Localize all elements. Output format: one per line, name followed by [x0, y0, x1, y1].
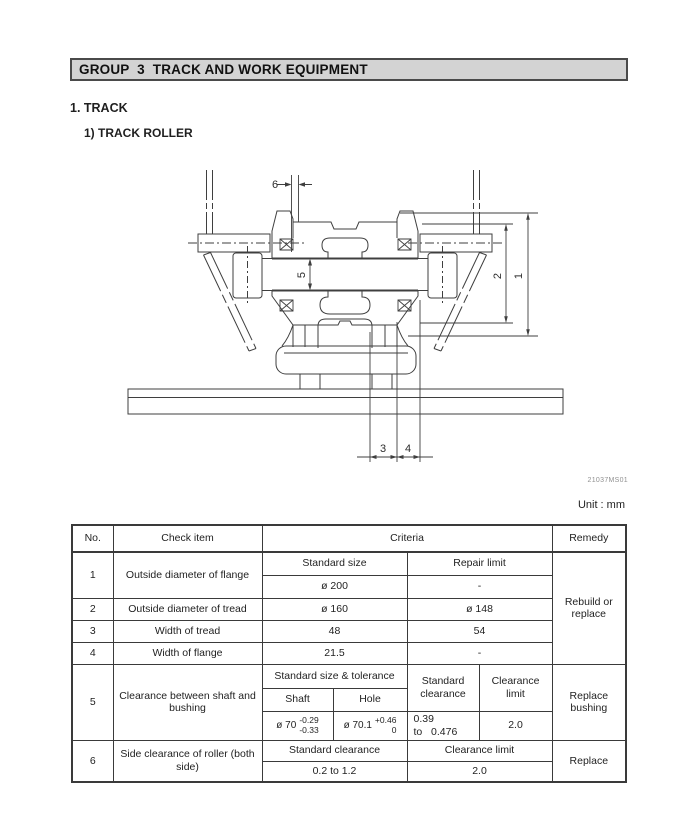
cell-row3-repair-value: 54	[407, 620, 552, 642]
cell-row5-remedy: Replace bushing	[552, 664, 626, 740]
cell-row5-clearancelimit-value: 2.0	[479, 711, 552, 740]
std-clearance-line2: to 0.476	[413, 725, 458, 738]
col-header-criteria: Criteria	[262, 525, 552, 552]
dimension-3-4	[357, 300, 433, 462]
table-row	[72, 740, 626, 761]
dimension-5	[308, 259, 312, 291]
track-roller-diagram	[70, 150, 640, 480]
callout-3: 3	[379, 443, 387, 455]
cell-row5-clearancelimit-header: Clearance limit	[479, 664, 552, 711]
cell-row4-item: Width of flange	[113, 642, 262, 664]
cell-row2-standard-value: ø 160	[262, 598, 407, 620]
cell-row6-limit-value: 2.0	[407, 761, 552, 782]
shaft-tol-upper: -0.29	[299, 715, 319, 726]
col-header-no: No.	[72, 525, 113, 552]
callout-2: 2	[492, 272, 504, 280]
cell-row4-repair-value: -	[407, 642, 552, 664]
group-header-bar	[70, 58, 628, 81]
cell-row3-item: Width of tread	[113, 620, 262, 642]
cell-remedy-rows1-4: Rebuild or replace	[552, 552, 626, 664]
hole-diameter: ø 70.1	[343, 719, 372, 731]
section-title: 1. TRACK	[70, 101, 128, 115]
callout-6: 6	[271, 179, 279, 191]
shaft-diameter: ø 70	[276, 719, 297, 731]
subsection-title: 1) TRACK ROLLER	[84, 126, 193, 140]
cell-row4-standard-value: 21.5	[262, 642, 407, 664]
cell-row1-standard-header: Standard size	[262, 552, 407, 575]
cell-row3-no: 3	[72, 620, 113, 642]
cell-row2-no: 2	[72, 598, 113, 620]
cell-row6-limit-header: Clearance limit	[407, 740, 552, 761]
hole-tol-lower: 0	[391, 724, 397, 735]
cell-row6-item: Side clearance of roller (both side)	[113, 740, 262, 782]
cell-row3-standard-value: 48	[262, 620, 407, 642]
track-link	[276, 319, 416, 389]
table-row	[72, 598, 626, 620]
track-shoe	[128, 389, 563, 414]
cell-row1-standard-value: ø 200	[262, 575, 407, 598]
unit-label: Unit : mm	[577, 499, 625, 511]
cell-row4-no: 4	[72, 642, 113, 664]
cell-row2-item: Outside diameter of tread	[113, 598, 262, 620]
shaft-tol-lower: -0.33	[299, 724, 319, 735]
cell-row5-hole-value	[333, 711, 407, 740]
table-row	[72, 642, 626, 664]
cell-row1-item: Outside diameter of flange	[113, 552, 262, 598]
cell-row5-stdclearance-header: Standard clearance	[407, 664, 479, 711]
table-row	[72, 664, 626, 688]
col-header-remedy: Remedy	[552, 525, 626, 552]
callout-4: 4	[404, 443, 412, 455]
mounting-brackets	[188, 234, 502, 252]
cell-row5-no: 5	[72, 664, 113, 740]
table-row	[72, 552, 626, 575]
cell-row6-standard-header: Standard clearance	[262, 740, 407, 761]
cell-row5-shaft-header: Shaft	[262, 688, 333, 711]
callout-5: 5	[296, 271, 308, 279]
cell-row5-hole-header: Hole	[333, 688, 407, 711]
figure-code: 21037MS01	[587, 477, 628, 484]
cell-row5-stdclearance-value	[407, 711, 479, 740]
cell-row6-no: 6	[72, 740, 113, 782]
cell-row6-remedy: Replace	[552, 740, 626, 782]
group-header-title: GROUP 3 TRACK AND WORK EQUIPMENT	[79, 62, 368, 77]
cell-row1-repair-header: Repair limit	[407, 552, 552, 575]
hole-tol-upper: +0.46	[374, 715, 397, 726]
cell-row2-repair-value: ø 148	[407, 598, 552, 620]
roller-shaft	[233, 246, 457, 306]
cell-row5-item: Clearance between shaft and bushing	[113, 664, 262, 740]
roller-body	[272, 211, 418, 325]
cell-row1-repair-value: -	[407, 575, 552, 598]
table-row	[72, 620, 626, 642]
spec-table	[71, 524, 627, 783]
cell-row5-stdtol-header: Standard size & tolerance	[262, 664, 407, 688]
cell-row1-no: 1	[72, 552, 113, 598]
cell-row6-standard-value: 0.2 to 1.2	[262, 761, 407, 782]
table-header-row	[72, 525, 626, 552]
std-clearance-line1: 0.39	[413, 712, 434, 725]
col-header-check-item: Check item	[113, 525, 262, 552]
cell-row5-shaft-value	[262, 711, 333, 740]
callout-1: 1	[513, 272, 525, 280]
